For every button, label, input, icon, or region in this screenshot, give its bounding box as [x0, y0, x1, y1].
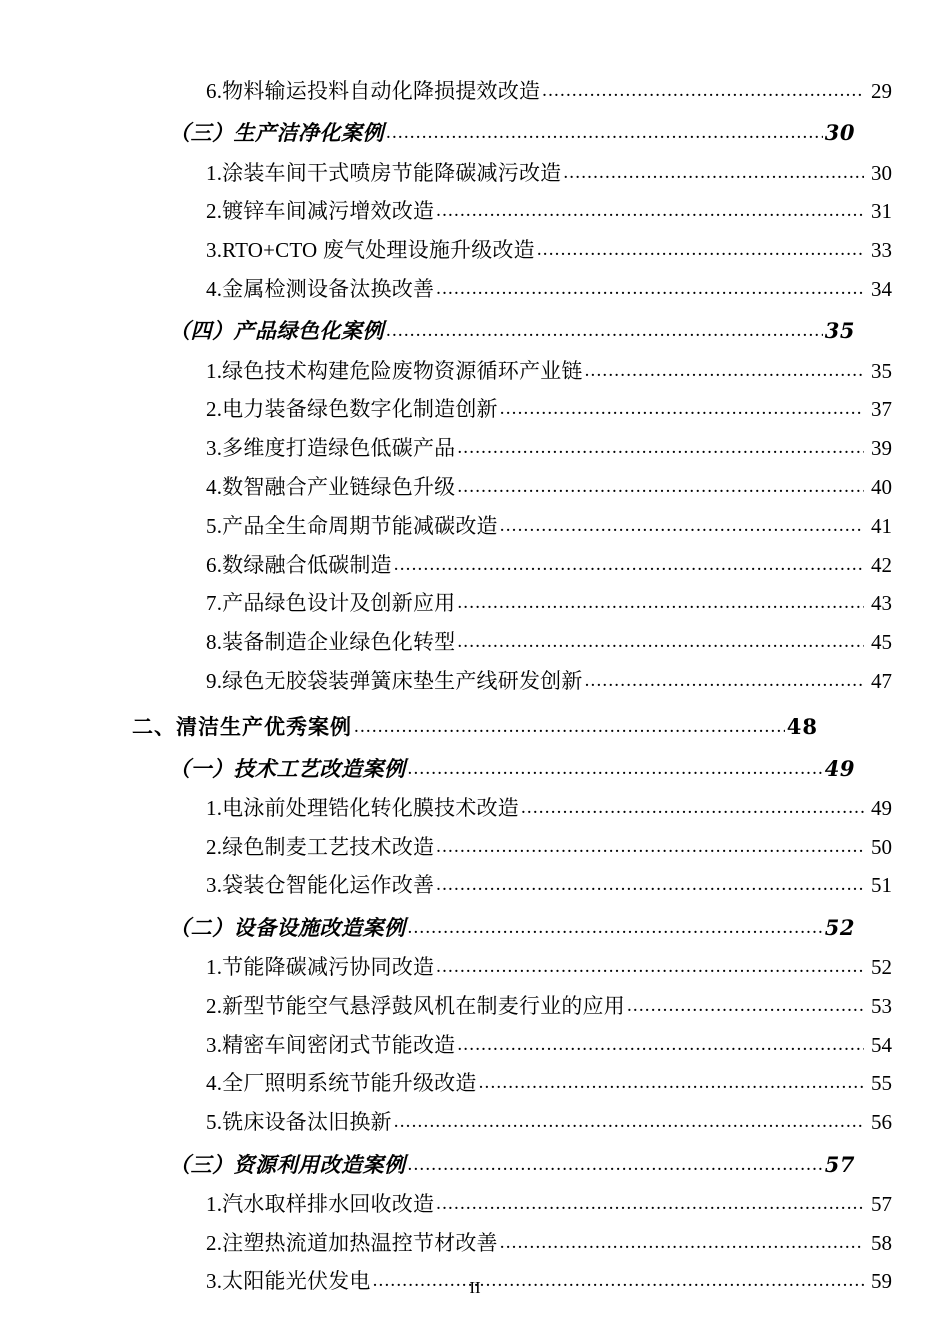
toc-leader-dots	[537, 240, 864, 259]
toc-entry[interactable]	[132, 396, 892, 423]
toc-entry-title: 1.汽水取样排水回收改造	[206, 1191, 435, 1216]
toc-leader-dots	[457, 477, 864, 496]
toc-entry-page: 53	[871, 993, 892, 1018]
toc-leader-dots	[436, 837, 864, 856]
toc-entry-title: 2.新型节能空气悬浮鼓风机在制麦行业的应用	[206, 993, 625, 1018]
toc-entry[interactable]	[132, 474, 892, 501]
toc-entry[interactable]	[132, 993, 892, 1020]
toc-entry-title: 3.RTO+CTO 废气处理设施升级改造	[206, 238, 535, 263]
toc-entry-title: 5.产品全生命周期节能减碳改造	[206, 513, 498, 538]
toc-entry-title: 1.绿色技术构建危险废物资源循环产业链	[206, 358, 583, 383]
toc-entry-title: 2.绿色制麦工艺技术改造	[206, 834, 435, 859]
toc-entry[interactable]	[132, 1230, 892, 1257]
toc-leader-dots	[500, 399, 864, 418]
toc-entry-title: 1.电泳前处理锆化转化膜技术改造	[206, 795, 519, 820]
toc-entry[interactable]	[132, 914, 855, 941]
toc-entry-page: 52	[871, 955, 892, 980]
toc-entry-title: 4.全厂照明系统节能升级改造	[206, 1071, 477, 1096]
toc-leader-dots	[386, 321, 823, 340]
toc-leader-dots	[436, 1194, 864, 1213]
toc-entry-page: 37	[871, 397, 892, 422]
toc-entry-title: 2.镀锌车间减污增效改造	[206, 199, 435, 224]
toc-entry-page: 58	[871, 1230, 892, 1255]
toc-leader-dots	[408, 1155, 823, 1174]
toc-leader-dots	[500, 1233, 864, 1252]
toc-entry[interactable]	[132, 317, 855, 344]
toc-entry-page: 59	[871, 1269, 892, 1294]
toc-entry-title: （三）生产洁净化案例	[169, 120, 384, 146]
toc-leader-dots	[457, 1035, 864, 1054]
toc-entry[interactable]	[132, 590, 892, 617]
toc-entry-title: 4.数智融合产业链绿色升级	[206, 474, 456, 499]
toc-entry-page: 41	[871, 513, 892, 538]
toc-entry[interactable]	[132, 78, 892, 105]
toc-entry[interactable]	[132, 755, 855, 782]
toc-entry-page: 55	[871, 1071, 892, 1096]
toc-entry[interactable]	[132, 668, 892, 695]
toc-leader-dots	[585, 671, 864, 690]
toc-entry-title: 3.多维度打造绿色低碳产品	[206, 436, 456, 461]
toc-leader-dots	[627, 996, 864, 1015]
toc-leader-dots	[408, 918, 823, 937]
toc-leader-dots	[436, 957, 864, 976]
toc-entry-page: 57	[871, 1191, 892, 1216]
toc-entry-title: 6.数绿融合低碳制造	[206, 552, 392, 577]
toc-entry[interactable]	[132, 358, 892, 385]
toc-leader-dots	[436, 201, 864, 220]
toc-leader-dots	[457, 632, 864, 651]
toc-entry-page: 40	[871, 474, 892, 499]
toc-entry-page: 33	[871, 238, 892, 263]
toc-entry-page: 34	[871, 276, 892, 301]
toc-leader-dots	[563, 163, 864, 182]
toc-entry-page: 51	[871, 873, 892, 898]
toc-entry-title: 4.金属检测设备汰换改善	[206, 276, 435, 301]
toc-entry-title: 3.太阳能光伏发电	[206, 1269, 371, 1294]
toc-entry-page: 50	[871, 834, 892, 859]
toc-entry-title: 9.绿色无胶袋装弹簧床垫生产线研发创新	[206, 668, 583, 693]
toc-entry[interactable]	[132, 629, 892, 656]
toc-entry[interactable]	[132, 435, 892, 462]
toc-leader-dots	[500, 516, 864, 535]
toc-entry-title: 二、清洁生产优秀案例	[132, 714, 352, 740]
toc-entry-title: 3.袋装仓智能化运作改善	[206, 873, 435, 898]
toc-leader-dots	[436, 279, 864, 298]
toc-entry-title: （一）技术工艺改造案例	[169, 755, 406, 781]
toc-entry[interactable]	[132, 954, 892, 981]
toc-entry[interactable]	[132, 1032, 892, 1059]
toc-entry-page: 29	[871, 79, 892, 103]
toc-entry[interactable]	[132, 160, 892, 187]
toc-entry[interactable]	[132, 834, 892, 861]
toc-entry[interactable]	[132, 552, 892, 579]
toc-entry[interactable]	[132, 513, 892, 540]
toc-entry-page: 43	[871, 591, 892, 616]
toc-entry-page: 30	[824, 120, 855, 146]
toc-entry-page: 49	[871, 795, 892, 820]
toc-entry-title: 5.铣床设备汰旧换新	[206, 1110, 392, 1135]
toc-entry-title: 7.产品绿色设计及创新应用	[206, 591, 456, 616]
toc-entry-title: （二）设备设施改造案例	[169, 914, 406, 940]
toc-entry-page: 47	[871, 668, 892, 693]
toc-leader-dots	[394, 1112, 864, 1131]
toc-entry-page: 49	[824, 755, 855, 781]
toc-entry-title: 6.物料输运投料自动化降损提效改造	[206, 79, 541, 103]
toc-entry-page: 42	[871, 552, 892, 577]
page-number: II	[469, 1278, 481, 1297]
toc-entry-title: 1.涂装车间干式喷房节能降碳减污改造	[206, 160, 562, 185]
toc-entry[interactable]	[132, 795, 892, 822]
toc-entry-title: 1.节能降碳减污协同改造	[206, 955, 435, 980]
toc-entry-page: 30	[871, 160, 892, 185]
toc-entry-page: 39	[871, 436, 892, 461]
toc-entry[interactable]	[132, 237, 892, 264]
toc-leader-dots	[457, 593, 864, 612]
toc-entry-page: 56	[871, 1110, 892, 1135]
table-of-contents	[132, 78, 892, 1296]
toc-entry-page: 35	[871, 358, 892, 383]
toc-entry-page: 45	[871, 630, 892, 655]
toc-leader-dots	[386, 123, 823, 142]
toc-entry-title: （四）产品绿色化案例	[169, 318, 384, 344]
toc-leader-dots	[479, 1073, 864, 1092]
toc-entry[interactable]	[132, 1191, 892, 1218]
toc-leader-dots	[394, 555, 864, 574]
toc-entry[interactable]	[132, 119, 855, 146]
toc-leader-dots	[521, 798, 864, 817]
toc-entry-title: （三）资源利用改造案例	[169, 1151, 406, 1177]
toc-entry[interactable]	[132, 872, 892, 899]
toc-leader-dots	[542, 81, 864, 100]
toc-entry-page: 31	[871, 199, 892, 224]
toc-entry[interactable]	[132, 1151, 855, 1178]
toc-entry-title: 3.精密车间密闭式节能改造	[206, 1032, 456, 1057]
toc-leader-dots	[354, 717, 785, 736]
toc-entry-page: 48	[786, 714, 818, 740]
toc-leader-dots	[457, 438, 864, 457]
toc-entry-page: 52	[824, 914, 855, 940]
toc-entry[interactable]	[132, 276, 892, 303]
toc-entry-title: 2.注塑热流道加热温控节材改善	[206, 1230, 498, 1255]
toc-entry[interactable]	[132, 713, 818, 740]
toc-entry-page: 54	[871, 1032, 892, 1057]
toc-entry-page: 35	[824, 318, 855, 344]
toc-leader-dots	[436, 875, 864, 894]
toc-entry[interactable]	[132, 1109, 892, 1136]
toc-leader-dots	[585, 361, 864, 380]
toc-entry-title: 8.装备制造企业绿色化转型	[206, 630, 456, 655]
toc-entry-page: 57	[824, 1151, 855, 1177]
toc-entry[interactable]	[132, 1070, 892, 1097]
toc-leader-dots	[408, 759, 823, 778]
toc-entry[interactable]	[132, 198, 892, 225]
toc-entry-title: 2.电力装备绿色数字化制造创新	[206, 397, 498, 422]
